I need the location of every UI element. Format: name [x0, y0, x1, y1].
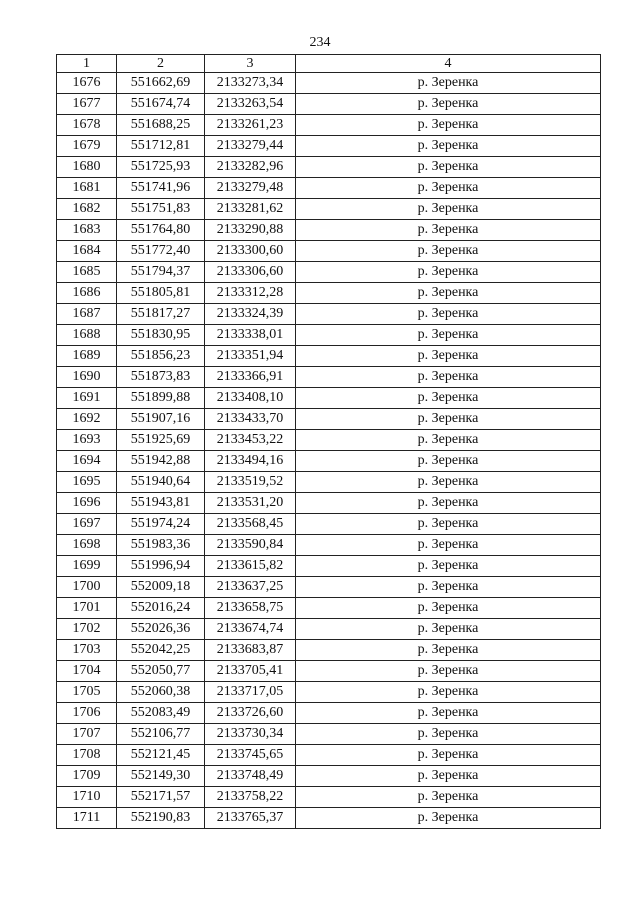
table-row — [57, 409, 601, 430]
table-row — [57, 787, 601, 808]
x-coordinate-cell: 551925,69 — [117, 430, 205, 451]
table-row — [57, 262, 601, 283]
description-cell: р. Зеренка — [296, 367, 601, 388]
table-row — [57, 514, 601, 535]
table-header — [57, 55, 601, 73]
table-row — [57, 619, 601, 640]
description-cell: р. Зеренка — [296, 388, 601, 409]
point-number-cell: 1709 — [57, 766, 117, 787]
description-cell: р. Зеренка — [296, 556, 601, 577]
point-number-cell: 1682 — [57, 199, 117, 220]
description-cell: р. Зеренка — [296, 346, 601, 367]
x-coordinate-cell: 551856,23 — [117, 346, 205, 367]
table-row — [57, 283, 601, 304]
y-coordinate-cell: 2133748,49 — [205, 766, 296, 787]
table-row — [57, 703, 601, 724]
x-coordinate-cell: 551817,27 — [117, 304, 205, 325]
table-row — [57, 94, 601, 115]
table-row — [57, 220, 601, 241]
y-coordinate-cell: 2133261,23 — [205, 115, 296, 136]
table-row — [57, 766, 601, 787]
point-number-cell: 1680 — [57, 157, 117, 178]
description-cell: р. Зеренка — [296, 220, 601, 241]
description-cell: р. Зеренка — [296, 178, 601, 199]
x-coordinate-cell: 551996,94 — [117, 556, 205, 577]
x-coordinate-cell: 552016,24 — [117, 598, 205, 619]
x-coordinate-cell: 551764,80 — [117, 220, 205, 241]
y-coordinate-cell: 2133338,01 — [205, 325, 296, 346]
y-coordinate-cell: 2133366,91 — [205, 367, 296, 388]
y-coordinate-cell: 2133705,41 — [205, 661, 296, 682]
description-cell: р. Зеренка — [296, 766, 601, 787]
y-coordinate-cell: 2133758,22 — [205, 787, 296, 808]
description-cell: р. Зеренка — [296, 514, 601, 535]
table-row — [57, 73, 601, 94]
point-number-cell: 1687 — [57, 304, 117, 325]
coordinates-table — [56, 54, 601, 829]
table-row — [57, 325, 601, 346]
table-row — [57, 493, 601, 514]
x-coordinate-cell: 551662,69 — [117, 73, 205, 94]
table-row — [57, 136, 601, 157]
point-number-cell: 1707 — [57, 724, 117, 745]
x-coordinate-cell: 552190,83 — [117, 808, 205, 829]
header-cell-description: 4 — [296, 55, 601, 73]
point-number-cell: 1683 — [57, 220, 117, 241]
description-cell: р. Зеренка — [296, 745, 601, 766]
y-coordinate-cell: 2133590,84 — [205, 535, 296, 556]
y-coordinate-cell: 2133290,88 — [205, 220, 296, 241]
table-row — [57, 199, 601, 220]
header-cell-y: 3 — [205, 55, 296, 73]
y-coordinate-cell: 2133717,05 — [205, 682, 296, 703]
description-cell: р. Зеренка — [296, 577, 601, 598]
point-number-cell: 1695 — [57, 472, 117, 493]
header-cell-point-number: 1 — [57, 55, 117, 73]
y-coordinate-cell: 2133674,74 — [205, 619, 296, 640]
description-cell: р. Зеренка — [296, 682, 601, 703]
table-row — [57, 346, 601, 367]
page-number: 234 — [309, 35, 331, 50]
y-coordinate-cell: 2133312,28 — [205, 283, 296, 304]
description-cell: р. Зеренка — [296, 262, 601, 283]
x-coordinate-cell: 551688,25 — [117, 115, 205, 136]
description-cell: р. Зеренка — [296, 73, 601, 94]
point-number-cell: 1678 — [57, 115, 117, 136]
x-coordinate-cell: 551983,36 — [117, 535, 205, 556]
table-row — [57, 682, 601, 703]
y-coordinate-cell: 2133306,60 — [205, 262, 296, 283]
table-row — [57, 115, 601, 136]
x-coordinate-cell: 551741,96 — [117, 178, 205, 199]
point-number-cell: 1700 — [57, 577, 117, 598]
description-cell: р. Зеренка — [296, 283, 601, 304]
point-number-cell: 1688 — [57, 325, 117, 346]
table-row — [57, 640, 601, 661]
description-cell: р. Зеренка — [296, 535, 601, 556]
table-row — [57, 556, 601, 577]
x-coordinate-cell: 552149,30 — [117, 766, 205, 787]
point-number-cell: 1704 — [57, 661, 117, 682]
description-cell: р. Зеренка — [296, 808, 601, 829]
point-number-cell: 1684 — [57, 241, 117, 262]
x-coordinate-cell: 551940,64 — [117, 472, 205, 493]
header-cell-x: 2 — [117, 55, 205, 73]
x-coordinate-cell: 551712,81 — [117, 136, 205, 157]
description-cell: р. Зеренка — [296, 493, 601, 514]
point-number-cell: 1696 — [57, 493, 117, 514]
y-coordinate-cell: 2133683,87 — [205, 640, 296, 661]
description-cell: р. Зеренка — [296, 304, 601, 325]
point-number-cell: 1705 — [57, 682, 117, 703]
x-coordinate-cell: 551725,93 — [117, 157, 205, 178]
y-coordinate-cell: 2133568,45 — [205, 514, 296, 535]
point-number-cell: 1708 — [57, 745, 117, 766]
point-number-cell: 1690 — [57, 367, 117, 388]
x-coordinate-cell: 552009,18 — [117, 577, 205, 598]
description-cell: р. Зеренка — [296, 157, 601, 178]
y-coordinate-cell: 2133282,96 — [205, 157, 296, 178]
x-coordinate-cell: 552042,25 — [117, 640, 205, 661]
table-row — [57, 388, 601, 409]
point-number-cell: 1686 — [57, 283, 117, 304]
table-row — [57, 472, 601, 493]
y-coordinate-cell: 2133263,54 — [205, 94, 296, 115]
table-row — [57, 724, 601, 745]
x-coordinate-cell: 552083,49 — [117, 703, 205, 724]
table-row — [57, 808, 601, 829]
table-row — [57, 157, 601, 178]
table-row — [57, 430, 601, 451]
point-number-cell: 1711 — [57, 808, 117, 829]
x-coordinate-cell: 552060,38 — [117, 682, 205, 703]
point-number-cell: 1693 — [57, 430, 117, 451]
y-coordinate-cell: 2133279,48 — [205, 178, 296, 199]
point-number-cell: 1681 — [57, 178, 117, 199]
x-coordinate-cell: 551943,81 — [117, 493, 205, 514]
point-number-cell: 1699 — [57, 556, 117, 577]
description-cell: р. Зеренка — [296, 472, 601, 493]
x-coordinate-cell: 552121,45 — [117, 745, 205, 766]
table-body — [57, 73, 601, 829]
x-coordinate-cell: 551805,81 — [117, 283, 205, 304]
table-row — [57, 451, 601, 472]
point-number-cell: 1694 — [57, 451, 117, 472]
description-cell: р. Зеренка — [296, 199, 601, 220]
y-coordinate-cell: 2133494,16 — [205, 451, 296, 472]
y-coordinate-cell: 2133453,22 — [205, 430, 296, 451]
x-coordinate-cell: 552050,77 — [117, 661, 205, 682]
point-number-cell: 1677 — [57, 94, 117, 115]
table-row — [57, 661, 601, 682]
point-number-cell: 1703 — [57, 640, 117, 661]
table-row — [57, 178, 601, 199]
table-row — [57, 535, 601, 556]
header-row — [57, 55, 601, 73]
description-cell: р. Зеренка — [296, 241, 601, 262]
y-coordinate-cell: 2133765,37 — [205, 808, 296, 829]
y-coordinate-cell: 2133745,65 — [205, 745, 296, 766]
y-coordinate-cell: 2133279,44 — [205, 136, 296, 157]
y-coordinate-cell: 2133408,10 — [205, 388, 296, 409]
x-coordinate-cell: 551794,37 — [117, 262, 205, 283]
description-cell: р. Зеренка — [296, 115, 601, 136]
x-coordinate-cell: 552106,77 — [117, 724, 205, 745]
x-coordinate-cell: 551899,88 — [117, 388, 205, 409]
description-cell: р. Зеренка — [296, 451, 601, 472]
y-coordinate-cell: 2133730,34 — [205, 724, 296, 745]
description-cell: р. Зеренка — [296, 136, 601, 157]
description-cell: р. Зеренка — [296, 94, 601, 115]
y-coordinate-cell: 2133273,34 — [205, 73, 296, 94]
y-coordinate-cell: 2133324,39 — [205, 304, 296, 325]
y-coordinate-cell: 2133637,25 — [205, 577, 296, 598]
description-cell: р. Зеренка — [296, 325, 601, 346]
x-coordinate-cell: 551772,40 — [117, 241, 205, 262]
description-cell: р. Зеренка — [296, 703, 601, 724]
y-coordinate-cell: 2133281,62 — [205, 199, 296, 220]
x-coordinate-cell: 552026,36 — [117, 619, 205, 640]
y-coordinate-cell: 2133531,20 — [205, 493, 296, 514]
x-coordinate-cell: 551942,88 — [117, 451, 205, 472]
point-number-cell: 1689 — [57, 346, 117, 367]
table-row — [57, 577, 601, 598]
y-coordinate-cell: 2133658,75 — [205, 598, 296, 619]
point-number-cell: 1706 — [57, 703, 117, 724]
point-number-cell: 1685 — [57, 262, 117, 283]
point-number-cell: 1679 — [57, 136, 117, 157]
description-cell: р. Зеренка — [296, 409, 601, 430]
table-row — [57, 745, 601, 766]
y-coordinate-cell: 2133726,60 — [205, 703, 296, 724]
x-coordinate-cell: 552171,57 — [117, 787, 205, 808]
y-coordinate-cell: 2133300,60 — [205, 241, 296, 262]
point-number-cell: 1698 — [57, 535, 117, 556]
point-number-cell: 1691 — [57, 388, 117, 409]
x-coordinate-cell: 551751,83 — [117, 199, 205, 220]
y-coordinate-cell: 2133519,52 — [205, 472, 296, 493]
point-number-cell: 1676 — [57, 73, 117, 94]
table-row — [57, 598, 601, 619]
description-cell: р. Зеренка — [296, 598, 601, 619]
description-cell: р. Зеренка — [296, 619, 601, 640]
point-number-cell: 1692 — [57, 409, 117, 430]
y-coordinate-cell: 2133615,82 — [205, 556, 296, 577]
y-coordinate-cell: 2133433,70 — [205, 409, 296, 430]
x-coordinate-cell: 551974,24 — [117, 514, 205, 535]
description-cell: р. Зеренка — [296, 787, 601, 808]
point-number-cell: 1697 — [57, 514, 117, 535]
point-number-cell: 1701 — [57, 598, 117, 619]
table-row — [57, 241, 601, 262]
description-cell: р. Зеренка — [296, 640, 601, 661]
table-row — [57, 304, 601, 325]
table-row — [57, 367, 601, 388]
x-coordinate-cell: 551674,74 — [117, 94, 205, 115]
description-cell: р. Зеренка — [296, 661, 601, 682]
x-coordinate-cell: 551907,16 — [117, 409, 205, 430]
x-coordinate-cell: 551830,95 — [117, 325, 205, 346]
point-number-cell: 1702 — [57, 619, 117, 640]
y-coordinate-cell: 2133351,94 — [205, 346, 296, 367]
description-cell: р. Зеренка — [296, 430, 601, 451]
description-cell: р. Зеренка — [296, 724, 601, 745]
x-coordinate-cell: 551873,83 — [117, 367, 205, 388]
point-number-cell: 1710 — [57, 787, 117, 808]
